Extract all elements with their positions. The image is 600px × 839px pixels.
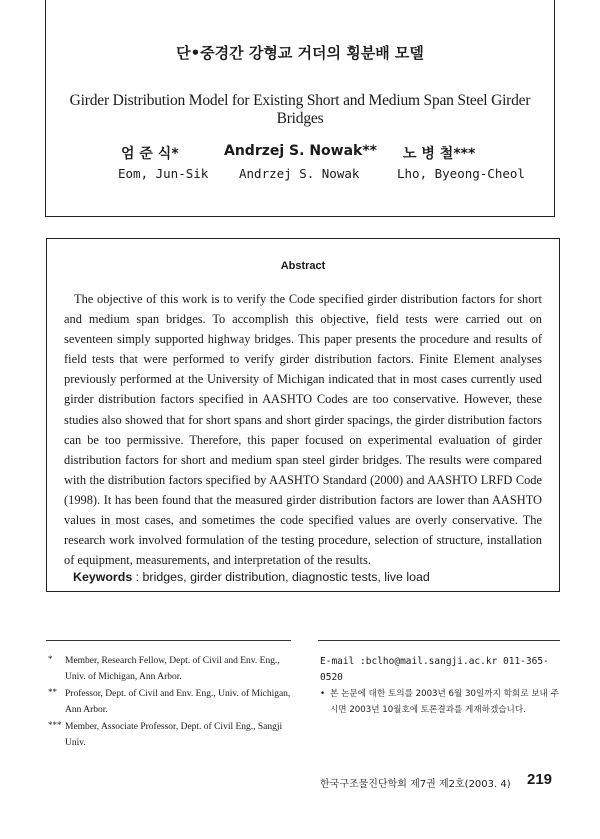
title-block	[45, 0, 555, 217]
abstract-body: The objective of this work is to verify the Code specified girder distribution factors for short and medium span bridges. To accomplish this objective, field tests were carried out on seventeen simply supported highway bridges. This paper presents the procedure and results of field tests that were performed to verify girder distribution factors. Finite Element analyses previously performed at the University of Michigan indicated that in most cases currently used girder distribution factors specified in AASHTO Codes are too conservative. However, these studies also showed that for short spans and short girder spacings, the girder distribution factors can be too permissive. Therefore, this paper focused on experimental evaluation of girder distribution factors for short and medium span steel girder bridges. The results were compared with the distribution factors specified by AASHTO Standard (2000) and AASHTO LRFD Code (1998). It has been found that the measured girder distribution factors are lower than AASHTO values in most cases, and sometimes the code specified values are overly conservative. The research work involved formulation of the testing procedure, selection of structure, installation of equipment, measurements, and interpretation of the results.	[64, 292, 542, 568]
author-2-english: Andrzej S. Nowak	[239, 166, 360, 181]
keywords-label: Keywords	[73, 570, 133, 584]
footnote-divider-left	[46, 640, 291, 641]
footnote-item	[48, 720, 293, 751]
discussion-note-text: 본 논문에 대한 토의를 2003년 6월 30일까지 학회로 보내 주시면 2003년 10월호에 토론결과를 게재하겠습니다.	[330, 689, 559, 715]
keywords-list: : bridges, girder distribution, diagnostic tests, live load	[132, 570, 430, 584]
footnote-text: Member, Associate Professor, Dept. of Civil Eng., Sangji Univ.	[65, 722, 283, 748]
bullet-icon: •	[320, 689, 326, 699]
author-3-english: Lho, Byeong-Cheol	[397, 166, 525, 181]
author-1-korean: 엄 준 식*	[121, 146, 179, 162]
paper-title-english: Girder Distribution Model for Existing Short and Medium Span Steel Girder Bridges	[69, 92, 531, 127]
abstract-box	[46, 238, 560, 592]
abstract-heading: Abstract	[280, 260, 326, 272]
author-1-english: Eom, Jun-Sik	[118, 166, 209, 181]
footnote-mark: **	[48, 687, 57, 697]
footnote-divider-right	[318, 640, 560, 641]
discussion-note	[320, 686, 560, 718]
contact-email-line: E-mail :bclho@mail.sangji.ac.kr 011-365-0520	[320, 656, 549, 683]
contact-info	[320, 654, 560, 718]
page-number: 219	[527, 771, 553, 788]
footnote-item	[48, 654, 293, 685]
author-2-korean: Andrzej S. Nowak**	[224, 143, 377, 159]
footnote-mark: *	[48, 654, 53, 664]
author-3-korean: 노 병 철***	[403, 146, 476, 162]
footnote-mark: ***	[48, 720, 62, 730]
footnote-item	[48, 687, 293, 718]
paper-title-korean: 단•중경간 강형교 거더의 횡분배 모델	[176, 44, 424, 62]
footnote-text: Professor, Dept. of Civil and Env. Eng., Univ. of Michigan, Ann Arbor.	[65, 689, 291, 715]
keywords-line	[73, 570, 430, 584]
journal-citation: 한국구조물진단학회 제7권 제2호(2003. 4)	[320, 779, 511, 790]
footnote-text: Member, Research Fellow, Dept. of Civil and Env. Eng., Univ. of Michigan, Ann Arbor.	[65, 656, 280, 682]
author-footnotes	[48, 654, 293, 753]
